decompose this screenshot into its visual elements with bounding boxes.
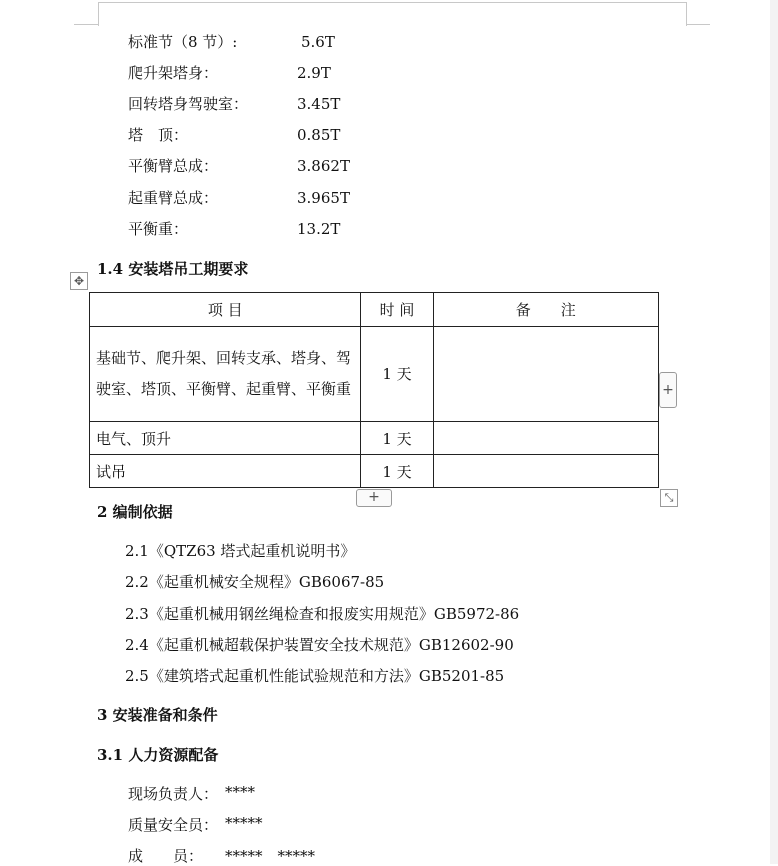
page-corner-mark-left — [98, 2, 99, 26]
section-heading-2: 2 编制依据 — [97, 503, 173, 521]
section-heading-3: 3 安装准备和条件 — [97, 706, 218, 724]
staff-row — [128, 814, 263, 835]
table-row — [90, 422, 659, 455]
table-header-note: 备 注 — [433, 293, 658, 327]
reference-item: 2.4《起重机械超载保护装置安全技术规范》GB12602-90 — [125, 636, 514, 654]
page-corner-mark-right-h — [686, 24, 710, 25]
weight-value: 3.862T — [297, 157, 350, 175]
window-right-edge — [770, 0, 778, 864]
staff-row — [128, 783, 255, 804]
table-cell-time[interactable]: 1 天 — [361, 327, 433, 422]
table-cell-note[interactable] — [433, 327, 658, 422]
reference-item: 2.3《起重机械用钢丝绳检查和报废实用规范》GB5972-86 — [125, 605, 520, 623]
table-cell-time[interactable]: 1 天 — [361, 455, 433, 488]
reference-item: 2.5《建筑塔式起重机性能试验规范和方法》GB5201-85 — [125, 667, 505, 685]
staff-label: 成 员： — [128, 847, 204, 865]
table-cell-note[interactable] — [433, 455, 658, 488]
table-cell-note[interactable] — [433, 422, 658, 455]
staff-row — [128, 845, 316, 866]
table-row — [90, 327, 659, 422]
table-cell-item[interactable]: 试吊 — [90, 455, 361, 488]
weight-label: 标准节（8 节）: — [128, 33, 238, 51]
staff-value: ***** — [225, 814, 263, 832]
add-column-button[interactable]: + — [659, 372, 677, 408]
weight-label: 起重臂总成： — [128, 189, 219, 207]
weight-label: 塔 顶： — [128, 126, 189, 144]
section-heading-3-1: 3.1 人力资源配备 — [97, 746, 219, 764]
weight-value: 13.2T — [297, 220, 341, 238]
table-cell-item[interactable]: 基础节、爬升架、回转支承、塔身、驾驶室、塔顶、平衡臂、起重臂、平衡重 — [90, 327, 361, 422]
reference-item: 2.1《QTZ63 塔式起重机说明书》 — [125, 542, 356, 560]
add-row-button[interactable]: + — [356, 489, 392, 507]
table-cell-time[interactable]: 1 天 — [361, 422, 433, 455]
reference-item: 2.2《起重机械安全规程》GB6067-85 — [125, 573, 385, 591]
weight-value: 5.6T — [301, 33, 335, 51]
table-cell-item[interactable]: 电气、顶升 — [90, 422, 361, 455]
staff-value: ***** ***** — [225, 847, 316, 865]
table-header-time: 时 间 — [361, 293, 433, 327]
weight-label: 回转塔身驾驶室： — [128, 95, 249, 113]
table-resize-handle-icon[interactable]: ⤡ — [660, 489, 678, 507]
staff-label: 质量安全员： — [128, 816, 219, 834]
staff-label: 现场负责人： — [128, 785, 219, 803]
weight-label: 平衡臂总成： — [128, 157, 219, 175]
weight-value: 3.45T — [297, 95, 341, 113]
page-top-edge — [98, 2, 686, 3]
weight-value: 0.85T — [297, 126, 341, 144]
table-row — [90, 455, 659, 488]
weight-label: 平衡重： — [128, 220, 189, 238]
weight-value: 3.965T — [297, 189, 350, 207]
weight-value: 2.9T — [297, 64, 331, 82]
schedule-table — [89, 292, 659, 488]
table-header-item: 项 目 — [90, 293, 361, 327]
table-header-row — [90, 293, 659, 327]
page-corner-mark-right — [686, 2, 687, 26]
section-heading-1-4: 1.4 安装塔吊工期要求 — [97, 260, 249, 278]
weight-label: 爬升架塔身： — [128, 64, 219, 82]
staff-value: **** — [225, 783, 255, 801]
table-move-handle-icon[interactable]: ✥ — [70, 272, 88, 290]
page-corner-mark-left-h — [74, 24, 98, 25]
